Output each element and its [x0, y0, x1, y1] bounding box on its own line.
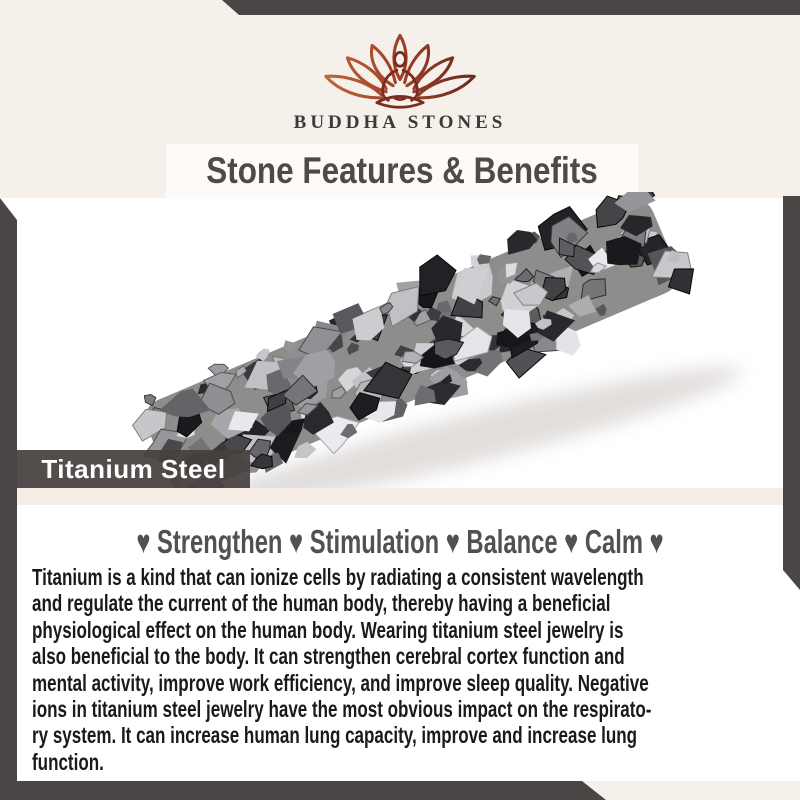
description-line: physiological effect on the human body. Wearing titanium steel jewelry is: [32, 616, 624, 643]
bottom-left-accent-bar: [0, 781, 606, 800]
description-line: and regulate the current of the human body, thereby having a beneficial: [32, 590, 611, 617]
description-line: Titanium is a kind that can ionize cells by radiating a consistent wavelength: [32, 564, 644, 590]
top-right-accent-bar: [222, 0, 800, 15]
description-line: function.: [32, 748, 104, 775]
section-title: Stone Features & Benefits: [206, 150, 598, 191]
description-line: ions in titanium steel jewelry have the most obvious impact on the respirato-: [32, 696, 652, 723]
stone-name-label: Titanium Steel: [17, 450, 250, 488]
section-title-band: [166, 144, 638, 198]
description-line: mental activity, improve work efficiency, and improve sleep quality. Negative: [32, 669, 649, 696]
right-edge-accent: [783, 196, 800, 590]
separator-band: [0, 488, 800, 505]
description-line: also beneficial to the body. It can strengthen cerebral cortex function and: [32, 643, 625, 670]
description-line: ry system. It can increase human lung capacity, improve and increase lung: [32, 722, 638, 749]
benefits-description: [32, 564, 768, 775]
lotus-meditation-icon: [315, 30, 485, 115]
titanium-steel-crystal-bar-photo: [40, 192, 760, 492]
benefits-heading: ♥ Strengthen ♥ Stimulation ♥ Balance ♥ Calm ♥: [136, 523, 664, 560]
left-edge-accent: [0, 198, 17, 781]
brand-name: BUDDHA STONES: [293, 112, 507, 133]
